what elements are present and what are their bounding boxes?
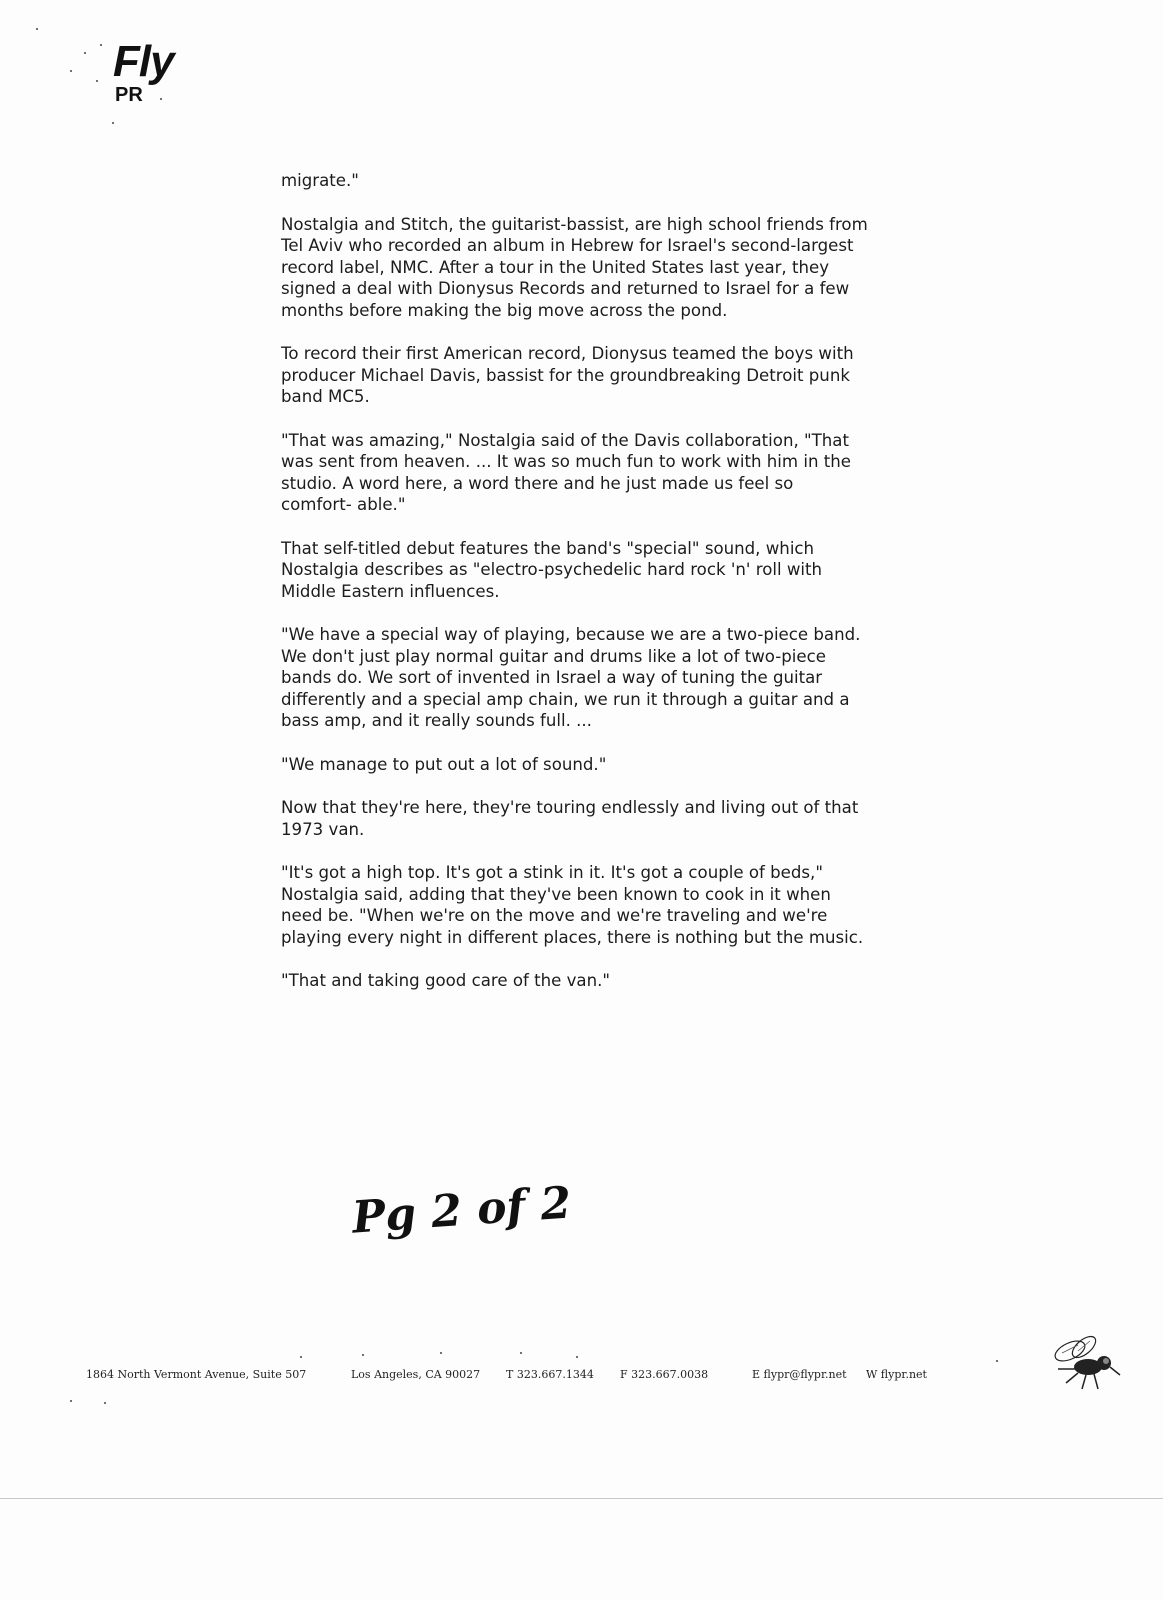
article-body xyxy=(281,170,921,1014)
scan-speck xyxy=(104,1402,106,1404)
paragraph: "That and taking good care of the van." xyxy=(281,971,611,990)
footer-phone: T 323.667.1344 xyxy=(506,1368,594,1381)
paragraph: That self-titled debut features the band's "special" sound, which Nostalgia describes as "electro-psychedelic hard rock 'n' roll with Middle Eastern influences. xyxy=(281,538,823,601)
footer-address: 1864 North Vermont Avenue, Suite 507 xyxy=(86,1368,307,1381)
footer-fax: F 323.667.0038 xyxy=(620,1368,709,1381)
logo-pr-text: PR xyxy=(115,84,143,106)
scan-speck xyxy=(36,28,38,30)
scan-speck xyxy=(84,52,86,54)
company-logo xyxy=(113,37,174,106)
scan-speck xyxy=(576,1356,578,1358)
paragraph: "We manage to put out a lot of sound." xyxy=(281,754,607,774)
scan-speck xyxy=(112,122,114,124)
scan-speck xyxy=(996,1360,998,1362)
paragraph: Now that they're here, they're touring endlessly and living out of that 1973 van. xyxy=(281,798,859,839)
paragraph: migrate." xyxy=(281,171,359,190)
footer-email: E flypr@flypr.net xyxy=(752,1368,847,1381)
scan-speck xyxy=(70,1400,72,1402)
paragraph: "It's got a high top. It's got a stink in it. It's got a couple of beds," Nostalgia said, adding that they've been known to cook in it when need be. "When we're on the move and we're traveling and we're playing every night in different places, there is nothing but the music. xyxy=(281,863,864,947)
paragraph: "We have a special way of playing, because we are a two-piece band. We don't just play normal guitar and drums like a lot of two-piece bands do. We sort of invented in Israel a way of tuning the guitar differently and a special amp chain, we run it through a guitar and a bass amp, and it really sounds full. ... xyxy=(281,625,861,730)
scan-speck xyxy=(70,70,72,72)
scan-speck xyxy=(440,1352,442,1354)
scan-edge-divider xyxy=(0,1498,1163,1499)
paragraph: To record their first American record, Dionysus teamed the boys with producer Michael Davis, bassist for the groundbreaking Detroit punk band MC5. xyxy=(281,344,854,406)
paragraph: Nostalgia and Stitch, the guitarist-bassist, are high school friends from Tel Aviv who recorded an album in Hebrew for Israel's second-largest record label, NMC. After a tour in the United States last year, they signed a deal with Dionysus Records and returned to Israel for a few months before making the big move across the pond. xyxy=(281,214,868,320)
paragraph: "That was amazing," Nostalgia said of the Davis collaboration, "That was sent from heaven. ... It was so much fun to work with him in the studio. A word here, a word there and he just made us feel so comfort- able." xyxy=(281,430,851,514)
footer-city: Los Angeles, CA 90027 xyxy=(351,1368,481,1381)
footer-web: W flypr.net xyxy=(866,1368,927,1381)
fly-icon xyxy=(1048,1335,1128,1395)
scan-speck xyxy=(520,1352,522,1354)
letterhead-footer xyxy=(86,1368,986,1388)
logo-fly-text: Fly xyxy=(113,37,174,86)
scan-speck xyxy=(160,98,162,100)
handwritten-page-note: Pg 2 of 2 xyxy=(350,1177,573,1244)
scan-speck xyxy=(96,80,98,82)
scan-speck xyxy=(362,1354,364,1356)
scan-speck xyxy=(100,44,102,46)
scan-speck xyxy=(300,1356,302,1358)
